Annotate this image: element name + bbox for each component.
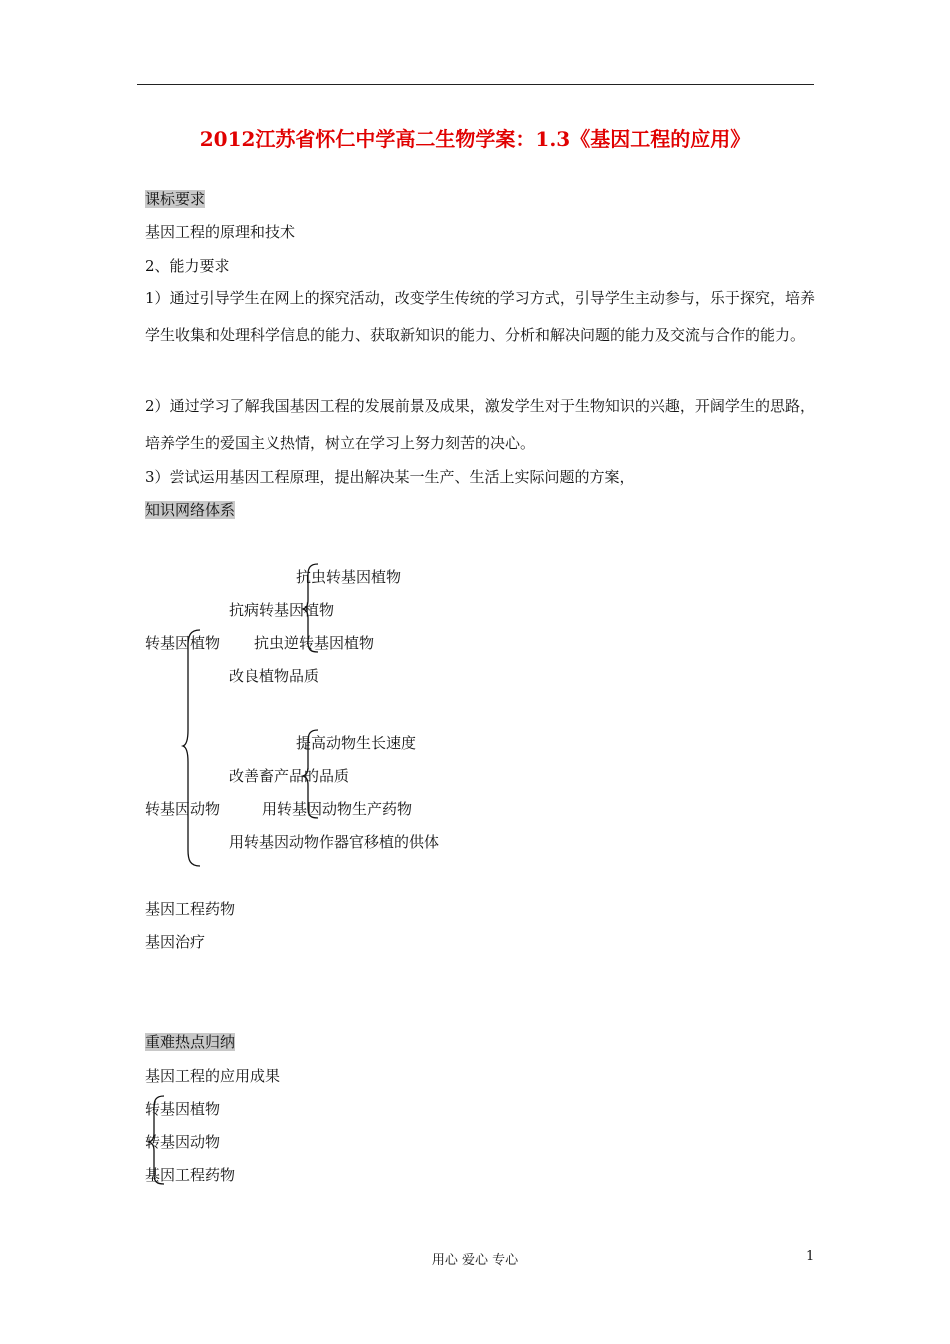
knowledge-heading-text: 知识网络体系	[145, 501, 236, 519]
knowledge-animal-growth: 提高动物生长速度	[296, 734, 417, 752]
knowledge-animal-organ: 用转基因动物作器官移植的供体	[229, 833, 440, 851]
key-points-item2: 转基因动物	[145, 1133, 221, 1151]
knowledge-plant-insect: 抗虫转基因植物	[296, 568, 402, 586]
key-points-heading-text: 重难热点归纳	[145, 1033, 236, 1051]
curriculum-paragraph-3: 3）尝试运用基因工程原理，提出解决某一生产、生活上实际问题的方案，	[145, 468, 635, 486]
key-points-item3: 基因工程药物	[145, 1166, 236, 1184]
knowledge-plant-disease: 抗病转基因植物	[229, 601, 335, 619]
key-points-line1: 基因工程的应用成果	[145, 1067, 281, 1085]
page-number: 1	[806, 1249, 815, 1264]
brace-animals	[303, 730, 318, 818]
footer-center: 用心 爱心 专心	[431, 1253, 519, 1268]
knowledge-animal-product: 改善畜产品的品质	[229, 767, 350, 785]
knowledge-therapy: 基因治疗	[145, 933, 206, 951]
curriculum-line1: 基因工程的原理和技术	[145, 223, 296, 241]
knowledge-plant-stress: 抗虫逆转基因植物	[254, 634, 375, 652]
curriculum-heading-text: 课标要求	[145, 190, 206, 208]
key-points-item1: 转基因植物	[145, 1100, 221, 1118]
knowledge-animals-label: 转基因动物	[145, 800, 221, 818]
curriculum-line2: 2、能力要求	[145, 257, 230, 275]
brace-key-points	[149, 1096, 164, 1184]
curriculum-paragraph-1: 1）通过引导学生在网上的探究活动，改变学生传统的学习方式，引导学生主动参与，乐于探究，培养学生收集和处理科学信息的能力、获取新知识的能力、分析和解决问题的能力及交流与合作的能力。	[145, 289, 815, 344]
brace-plants	[303, 564, 318, 652]
knowledge-animal-drugs: 用转基因动物生产药物	[262, 800, 413, 818]
knowledge-drugs: 基因工程药物	[145, 900, 236, 918]
brace-main	[183, 630, 200, 866]
knowledge-plants-label: 转基因植物	[145, 634, 221, 652]
page-title: 2012江苏省怀仁中学高二生物学案：1.3《基因工程的应用》	[199, 127, 751, 151]
curriculum-paragraph-2: 2）通过学习了解我国基因工程的发展前景及成果，激发学生对于生物知识的兴趣，开阔学生的思路，培养学生的爱国主义热情，树立在学习上努力刻苦的决心。	[145, 397, 815, 452]
knowledge-plant-quality: 改良植物品质	[229, 667, 320, 685]
